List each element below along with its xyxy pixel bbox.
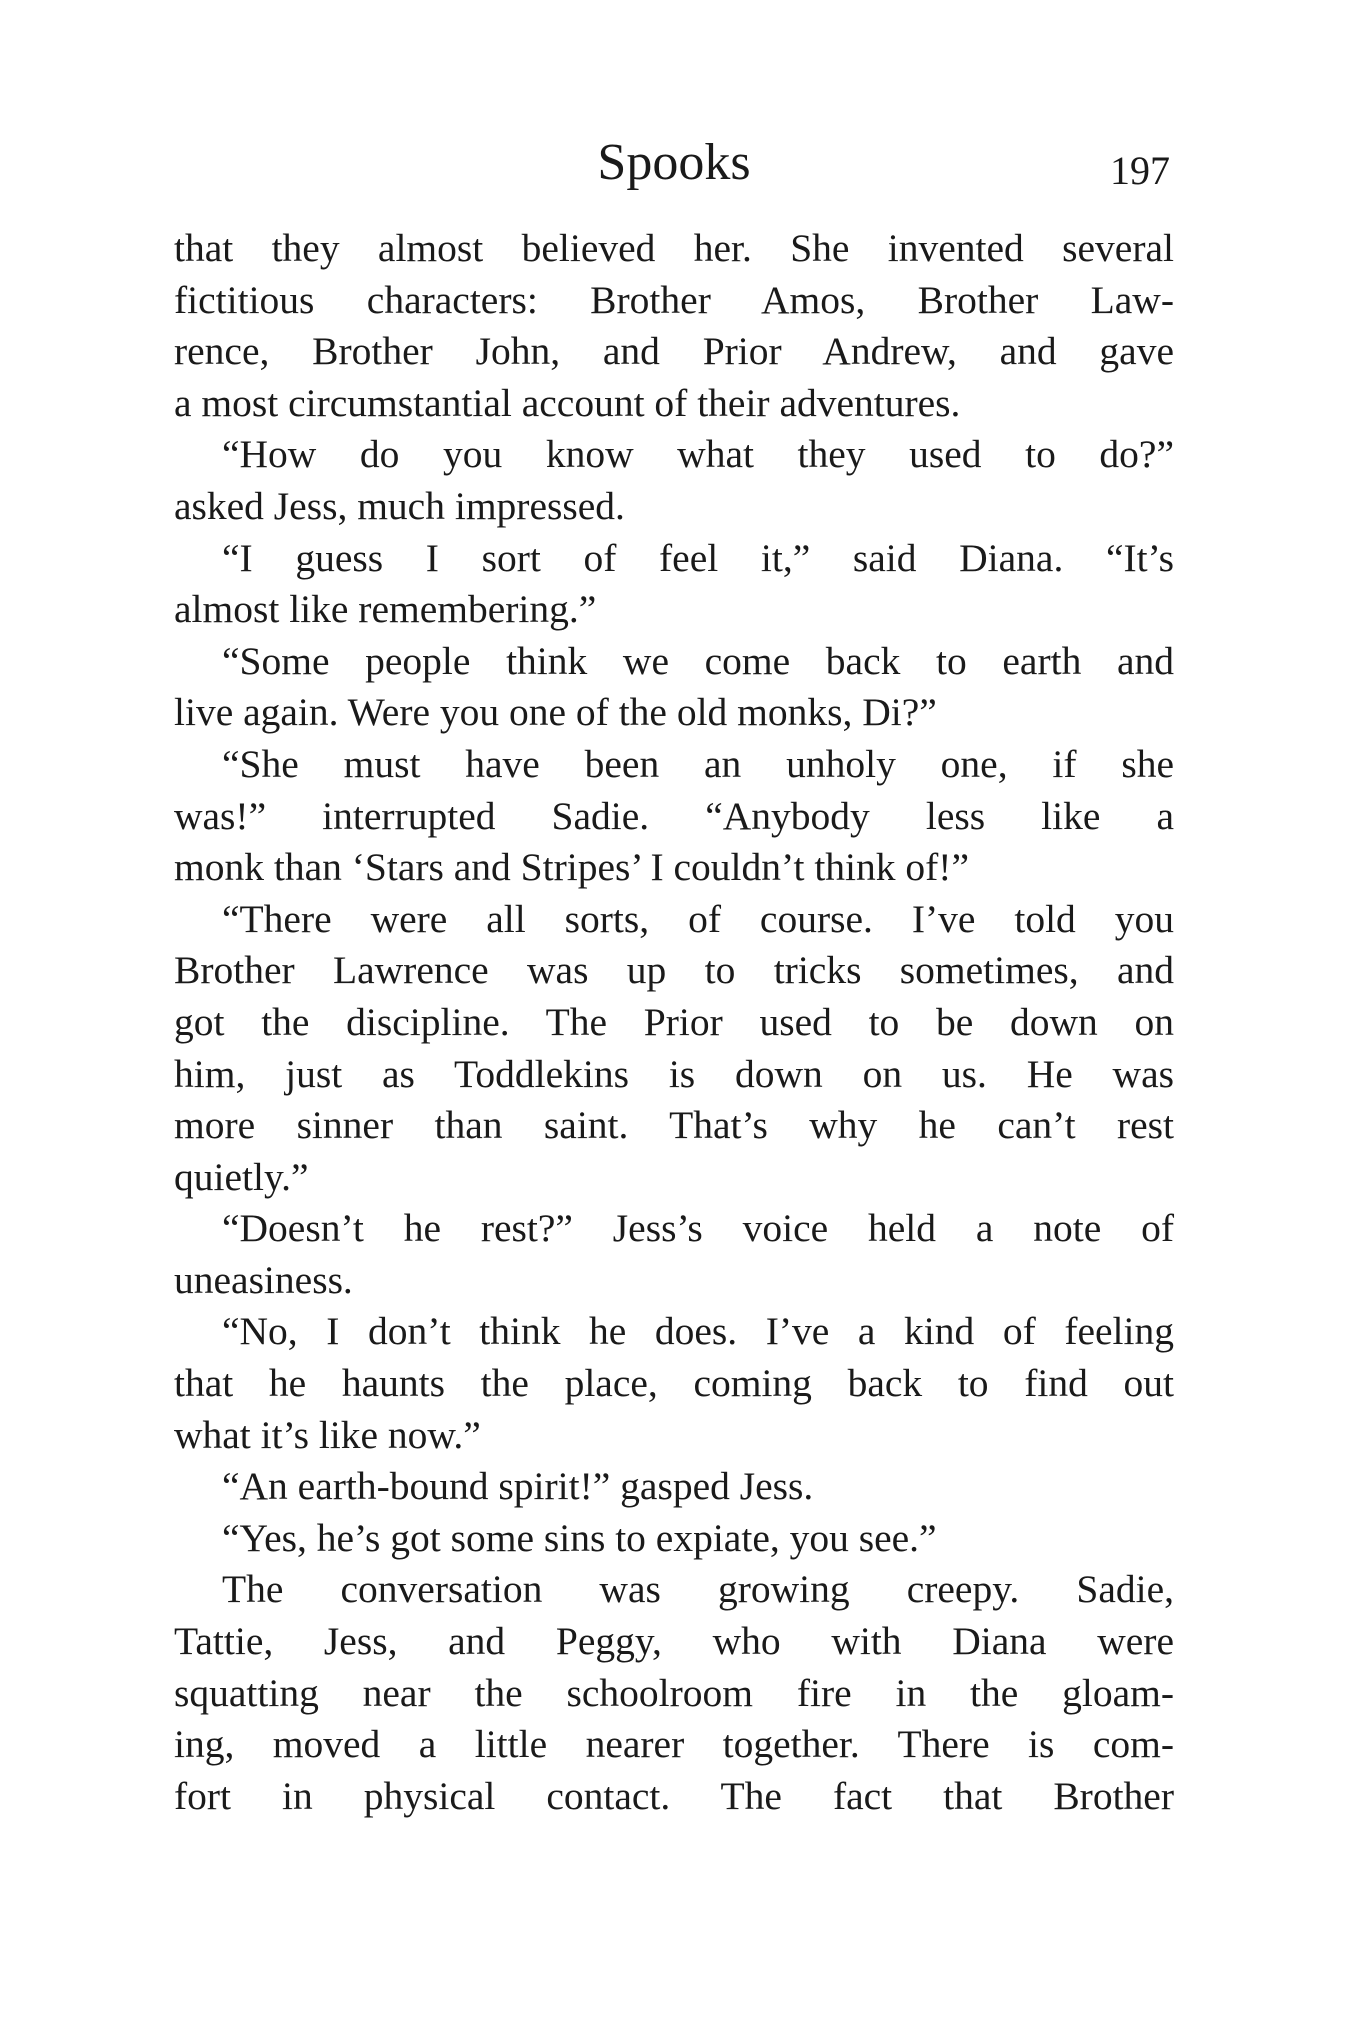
text-line: fort in physical contact. The fact that Brother [174,1773,1174,1818]
text-line: “An earth-bound spirit!” gasped Jess. [222,1464,814,1509]
paragraph-7 [174,1203,1174,1306]
text-line: “Some people think we come back to earth and [222,638,1174,683]
text-line: ing, moved a little nearer together. There is com- [174,1722,1174,1767]
text-line: that he haunts the place, coming back to find out [174,1361,1174,1406]
text-line: got the discipline. The Prior used to be down on [174,999,1174,1044]
text-line: live again. Were you one of the old monks, Di?” [174,690,937,735]
body-text [174,223,1174,1822]
text-line: fictitious characters: Brother Amos, Brother Law- [174,277,1174,322]
text-line: The conversation was growing creepy. Sadie, [222,1567,1174,1612]
paragraph-6 [174,894,1174,1204]
text-line: asked Jess, much impressed. [174,483,625,528]
text-line: monk than ‘Stars and Stripes’ I couldn’t think of!” [174,845,969,890]
paragraph-8 [174,1306,1174,1461]
running-title: Spooks [597,134,751,191]
paragraph-3 [174,533,1174,636]
text-line: Brother Lawrence was up to tricks sometimes, and [174,948,1174,993]
paragraph-11 [174,1564,1174,1822]
text-line: “Yes, he’s got some sins to expiate, you see.” [222,1515,937,1560]
paragraph-10 [174,1513,1174,1565]
text-line: more sinner than saint. That’s why he can’t rest [174,1103,1174,1148]
text-line: what it’s like now.” [174,1412,481,1457]
page-number: 197 [1110,148,1170,193]
text-line: uneasiness. [174,1257,353,1302]
text-line: “No, I don’t think he does. I’ve a kind of feeling [222,1309,1174,1354]
text-line: “She must have been an unholy one, if she [222,741,1174,786]
text-line: squatting near the schoolroom fire in the gloam- [174,1670,1174,1715]
text-line: “Doesn’t he rest?” Jess’s voice held a note of [222,1206,1174,1251]
text-line: was!” interrupted Sadie. “Anybody less like a [174,793,1174,838]
paragraph-1 [174,223,1174,429]
running-head [174,128,1174,198]
text-line: rence, Brother John, and Prior Andrew, and gave [174,329,1174,374]
paragraph-5 [174,739,1174,894]
text-line: almost like remembering.” [174,587,597,632]
text-line: quietly.” [174,1154,309,1199]
text-line: Tattie, Jess, and Peggy, who with Diana were [174,1619,1174,1664]
paragraph-4 [174,636,1174,739]
text-line: “How do you know what they used to do?” [222,432,1174,477]
paragraph-2 [174,429,1174,532]
paragraph-9 [174,1461,1174,1513]
text-line: him, just as Toddlekins is down on us. He was [174,1051,1174,1096]
text-line: “I guess I sort of feel it,” said Diana. “It’s [222,535,1174,580]
text-line: “There were all sorts, of course. I’ve told you [222,896,1174,941]
text-line: that they almost believed her. She invented several [174,226,1174,270]
text-line: a most circumstantial account of their adventures. [174,380,961,425]
